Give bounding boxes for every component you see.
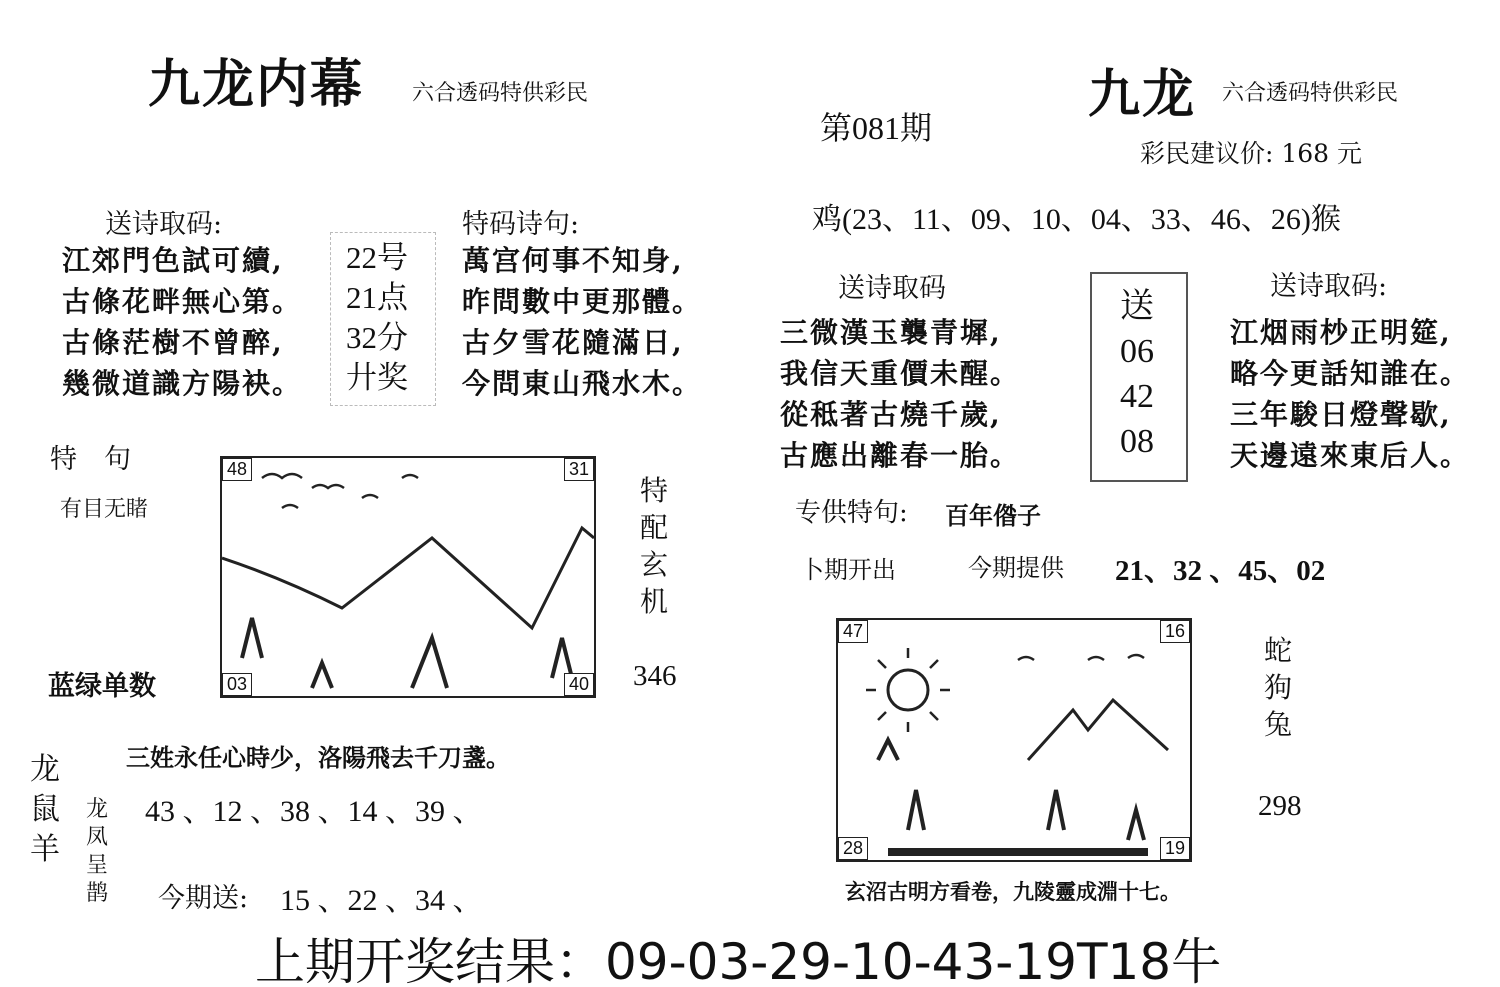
poem-line: 我信天重價未醒。	[780, 357, 1021, 390]
today-numbers: 15 、22 、34 、	[280, 884, 483, 917]
zodiac-small: 龙凤呈鹊	[86, 797, 109, 906]
mountain-scene-icon	[222, 458, 594, 696]
right-poem-left	[780, 312, 1020, 476]
last-label: 卜期开出	[800, 556, 896, 584]
left-illustration	[220, 456, 596, 698]
box-line: 32分	[346, 320, 408, 355]
right-side-number: 298	[1258, 790, 1302, 822]
corner-number: 40	[564, 673, 594, 696]
right-subtitle: 六合透码特供彩民	[1222, 81, 1399, 106]
poem-line: 古夕雪花隨滿日,	[462, 326, 684, 359]
right-poem-header-left: 送诗取码	[838, 273, 946, 304]
corner-number: 31	[564, 458, 594, 481]
corner-number: 47	[838, 620, 868, 643]
corner-number: 03	[222, 673, 252, 696]
left-poem	[62, 240, 302, 404]
poem-line: 三年駿日燈聲歇,	[1230, 398, 1452, 431]
right-poem-header-right: 送诗取码:	[1270, 271, 1388, 302]
te-ju-text: 有目无睹	[60, 497, 149, 522]
poem-line: 萬宫何事不知身,	[462, 244, 684, 277]
price: 彩民建议价: 168 元	[1140, 139, 1363, 168]
poem-line: 略今更話知誰在。	[1230, 357, 1471, 390]
special-text: 百年偺子	[945, 501, 1041, 530]
provide-label: 今期提供	[968, 554, 1064, 582]
side-vertical-text: 特配玄机	[640, 474, 669, 618]
provide-numbers: 21、32 、45、02	[1115, 555, 1326, 587]
sun-mountain-scene-icon	[838, 620, 1190, 860]
special-label: 专供特句:	[795, 498, 908, 528]
zodiac-numbers: 鸡(23、11、09、10、04、33、46、26)猴	[812, 203, 1341, 236]
poem-line: 江烟雨杪正明筵,	[1230, 316, 1452, 349]
poem-line: 古條茫樹不曾醉,	[62, 326, 284, 359]
box-line: 06	[1120, 333, 1154, 370]
te-ju-label: 特 句	[50, 444, 131, 475]
special-header: 特码诗句:	[462, 209, 580, 240]
right-side-vertical-text: 蛇狗兔	[1264, 634, 1293, 741]
poem-line: 從秪著古燒千歲,	[780, 398, 1002, 431]
issue-number: 第081期	[820, 110, 933, 146]
right-center-box-text	[1090, 284, 1184, 464]
side-number: 346	[633, 660, 677, 692]
box-line: 42	[1120, 378, 1154, 415]
left-center-box-text	[346, 238, 408, 398]
poem-line: 幾微道識方陽袂。	[62, 367, 303, 400]
right-title: 九龙	[1088, 64, 1197, 125]
last-result: 上期开奖结果：09-03-29-10-43-19T18牛	[255, 933, 1222, 987]
box-line: 廾奖	[346, 360, 408, 395]
box-line: 21点	[346, 280, 408, 315]
left-title: 九龙内幕	[148, 54, 365, 115]
left-subtitle: 六合透码特供彩民	[412, 81, 589, 106]
right-verse: 玄沼古明方看卷，九陵靈成淵十七。	[845, 879, 1181, 904]
blue-green-label: 蓝绿单数	[48, 671, 156, 702]
poem-line: 昨問數中更那體。	[462, 285, 703, 318]
box-line: 送	[1120, 288, 1154, 325]
poem-line: 古條花畔無心第。	[62, 285, 303, 318]
corner-number: 28	[838, 837, 868, 860]
left-numbers: 43 、12 、38 、14 、39 、	[145, 795, 483, 828]
corner-number: 16	[1160, 620, 1190, 643]
poem-line: 今問東山飛水木。	[462, 367, 703, 400]
corner-number: 48	[222, 458, 252, 481]
poem-line: 天邊遠來東后人。	[1230, 439, 1471, 472]
box-line: 22号	[346, 240, 408, 275]
left-verse: 三姓永任心時少，洛陽飛去千刀盞。	[126, 743, 510, 772]
zodiac-big: 龙鼠羊	[30, 752, 60, 867]
poem-line: 三微漢玉襲青墀,	[780, 316, 1002, 349]
special-poem	[462, 240, 702, 404]
poem-line: 古應出離春一胎。	[780, 439, 1021, 472]
right-poem-right	[1230, 312, 1470, 476]
left-poem-header: 送诗取码:	[105, 209, 223, 240]
poem-line: 江郊門色試可續,	[62, 244, 284, 277]
right-illustration	[836, 618, 1192, 862]
corner-number: 19	[1160, 837, 1190, 860]
box-line: 08	[1120, 423, 1154, 460]
today-label: 今期送:	[158, 883, 249, 914]
